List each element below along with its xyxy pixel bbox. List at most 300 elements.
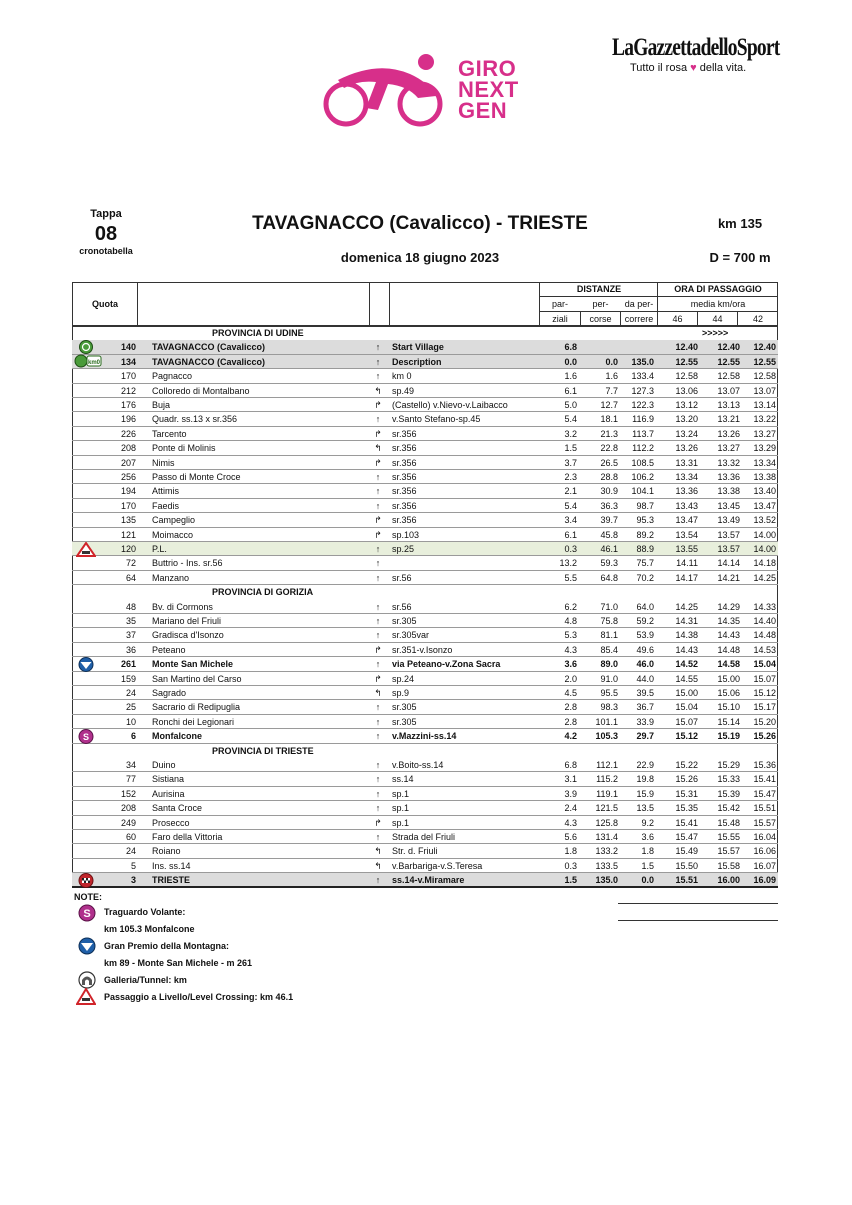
cell-partial-km: 3.2	[564, 428, 577, 439]
cell-quota: 121	[120, 529, 136, 540]
cell-quota: 6	[130, 731, 136, 742]
cell-time-46: 15.51	[675, 875, 698, 886]
table-row	[72, 355, 778, 369]
cell-location: Nimis	[152, 457, 175, 468]
cell-road: v.Boito-ss.14	[392, 760, 444, 770]
province-header	[72, 744, 778, 758]
table-row	[72, 542, 778, 556]
cell-road: sr.305	[392, 702, 417, 713]
stage-km: km 135	[717, 216, 763, 231]
table-row	[72, 657, 778, 671]
cell-time-44: 15.58	[717, 860, 740, 871]
cell-quota: 207	[120, 457, 136, 468]
gazzetta-tagline	[630, 62, 746, 74]
cell-time-46: 15.49	[675, 846, 698, 857]
cell-covered-km: 46.1	[600, 544, 618, 554]
cell-quota: 77	[125, 774, 136, 785]
cyclist-logo-icon	[318, 50, 458, 130]
cell-remaining-km: 112.2	[632, 443, 654, 454]
cell-road: v.Barbariga-v.S.Teresa	[392, 860, 483, 871]
cell-partial-km: 4.8	[564, 616, 577, 626]
table-row	[72, 484, 778, 498]
cell-time-46: 13.12	[675, 400, 698, 410]
cell-location: San Martino del Carso	[152, 673, 242, 684]
col-divider	[369, 282, 370, 326]
cell-quota: 10	[125, 716, 136, 727]
cell-time-44: 13.57	[717, 544, 740, 554]
cell-road: sr.356	[392, 457, 417, 468]
cell-covered-km: 98.3	[600, 702, 618, 713]
col-divider	[389, 282, 390, 326]
cell-direction: ↑	[375, 659, 381, 670]
cell-time-46: 15.26	[675, 774, 698, 785]
cell-remaining-km: 108.5	[631, 457, 654, 468]
province-header	[72, 326, 778, 340]
cell-location: Ins. ss.14	[152, 860, 191, 871]
cell-road: sp.1	[392, 803, 410, 814]
cell-time-44: 15.57	[717, 846, 740, 857]
cell-partial-km: 3.9	[564, 788, 577, 799]
cell-direction: ↑	[375, 788, 381, 799]
cell-time-46: 13.20	[675, 414, 698, 425]
cell-time-46: 13.43	[675, 500, 698, 511]
cell-direction: ↱	[374, 644, 382, 655]
cell-time-44: 14.43	[717, 630, 740, 641]
cell-time-42: 13.34	[753, 457, 776, 468]
cell-covered-km: 89.0	[600, 659, 618, 670]
cell-time-44: 15.29	[717, 760, 740, 770]
cell-time-42: 15.57	[753, 817, 776, 828]
cell-quota: 64	[125, 572, 136, 583]
cell-time-46: 13.54	[675, 529, 698, 540]
cell-location: Sacrario di Redipuglia	[152, 702, 241, 713]
header-distanze: DISTANZE	[576, 284, 622, 294]
cell-time-42: 15.04	[753, 659, 776, 670]
cell-time-42: 13.38	[753, 472, 776, 482]
cell-quota: 34	[125, 760, 136, 770]
cell-direction: ↱	[374, 400, 382, 410]
table-row	[72, 384, 778, 398]
cell-road: Strada del Friuli	[392, 832, 456, 842]
cell-partial-km: 0.3	[564, 860, 577, 871]
cell-location: Duino	[152, 760, 176, 770]
cell-covered-km: 39.7	[600, 515, 618, 526]
cell-covered-km: 26.5	[600, 457, 618, 468]
cell-time-46: 12.58	[675, 371, 698, 382]
cell-quota: 212	[120, 385, 136, 396]
cell-direction: ↑	[375, 486, 381, 497]
logo-wordmark	[458, 58, 519, 121]
level-crossing-icon	[76, 988, 96, 1005]
cell-time-44: 15.48	[717, 817, 740, 828]
header-par-2: ziali	[552, 314, 568, 324]
cell-time-46: 15.22	[675, 760, 698, 770]
cell-covered-km: 133.5	[595, 860, 618, 871]
cell-quota: 24	[125, 846, 136, 857]
table-row	[72, 412, 778, 426]
table-row	[72, 340, 778, 354]
cell-time-42: 13.52	[753, 515, 776, 526]
cell-time-42: 13.40	[753, 486, 776, 497]
cell-quota: 226	[120, 428, 136, 439]
cell-covered-km: 121.5	[595, 803, 618, 814]
table-row	[72, 715, 778, 729]
cell-location: TAVAGNACCO (Cavalicco)	[152, 342, 266, 353]
cell-quota: 170	[120, 500, 136, 511]
header-rule	[539, 311, 778, 312]
cell-remaining-km: 133.4	[631, 371, 654, 382]
cell-time-42: 13.29	[753, 443, 776, 454]
cell-remaining-km: 29.7	[636, 731, 654, 742]
cell-remaining-km: 44.0	[636, 673, 654, 684]
cell-location: Gradisca d'Isonzo	[152, 630, 224, 641]
note-tunnel-label: Galleria/Tunnel: km	[104, 975, 187, 985]
cell-time-46: 13.36	[675, 486, 698, 497]
cell-remaining-km: 104.1	[631, 486, 654, 497]
note-gpm-label: Gran Premio della Montagna:	[104, 941, 230, 951]
cell-covered-km: 59.3	[600, 558, 618, 569]
cell-time-46: 13.34	[675, 472, 698, 482]
cell-time-42: 15.41	[753, 774, 776, 785]
cell-quota: 159	[120, 673, 136, 684]
cell-location: Faro della Vittoria	[152, 832, 223, 842]
table-row	[72, 643, 778, 657]
cell-remaining-km: 22.9	[636, 760, 654, 770]
cell-direction: ↱	[374, 515, 382, 526]
cell-partial-km: 3.4	[564, 515, 577, 526]
cell-road: v.Santo Stefano-sp.45	[392, 414, 481, 425]
cell-quota: 48	[125, 601, 136, 612]
cell-road: sr.356	[392, 443, 417, 454]
cell-road: sr.56	[392, 572, 412, 583]
cell-time-46: 15.04	[675, 702, 698, 713]
cell-location: Mariano del Friuli	[152, 616, 222, 626]
cell-road: sp.49	[392, 385, 415, 396]
cell-partial-km: 1.5	[564, 443, 577, 454]
cell-remaining-km: 39.5	[636, 688, 654, 698]
cell-partial-km: 4.5	[564, 688, 577, 698]
tagline-b: della vita.	[699, 62, 747, 74]
col-divider	[137, 282, 138, 326]
cell-road: sp.24	[392, 673, 415, 684]
cell-quota: 3	[130, 875, 136, 886]
cell-direction: ↑	[375, 875, 381, 886]
cell-time-46: 15.47	[675, 832, 698, 842]
cell-partial-km: 4.3	[564, 817, 577, 828]
cell-direction: ↱	[374, 428, 382, 439]
cell-time-44: 13.38	[717, 486, 740, 497]
cell-time-44: 13.21	[717, 414, 740, 425]
cell-partial-km: 5.5	[564, 572, 577, 583]
header-rule	[539, 296, 778, 297]
cell-time-46: 13.55	[675, 544, 698, 554]
cell-time-46: 15.41	[675, 817, 698, 828]
cell-direction: ↑	[375, 500, 381, 511]
cell-road: km 0	[392, 371, 412, 382]
cell-road: via Peteano-v.Zona Sacra	[392, 659, 501, 670]
cell-road: ss.14-v.Miramare	[392, 875, 465, 886]
tappa-label: Tappa	[90, 208, 122, 220]
cell-time-46: 14.31	[675, 616, 698, 626]
cell-remaining-km: 127.3	[631, 385, 654, 396]
cell-partial-km: 0.0	[564, 356, 577, 367]
cell-direction: ↑	[375, 702, 381, 713]
cell-partial-km: 4.3	[564, 644, 577, 655]
cell-time-44: 15.14	[717, 716, 740, 727]
header-per-2: corse	[589, 314, 612, 324]
cell-location: Prosecco	[152, 817, 190, 828]
cell-road: Str. d. Friuli	[392, 846, 438, 857]
cell-covered-km: 7.7	[605, 385, 618, 396]
cell-time-42: 13.07	[753, 385, 776, 396]
table-row	[72, 830, 778, 844]
note-sprint-label: Traguardo Volante:	[104, 907, 186, 917]
cell-location: Manzano	[152, 572, 190, 583]
mountain-gpm-icon	[77, 937, 97, 955]
cell-covered-km: 18.1	[600, 414, 618, 425]
cell-road: ss.14	[392, 774, 414, 785]
cell-location: Sistiana	[152, 774, 185, 785]
cell-time-42: 16.09	[753, 875, 776, 886]
cell-remaining-km: 13.5	[636, 803, 654, 814]
cell-direction: ↑	[375, 774, 381, 785]
cell-covered-km: 45.8	[600, 529, 618, 540]
table-row	[72, 456, 778, 470]
svg-text:S: S	[83, 908, 91, 920]
cell-time-46: 14.38	[675, 630, 698, 641]
cell-location: Attimis	[152, 486, 179, 497]
cell-location: Monte San Michele	[152, 659, 234, 670]
tappa-subtitle: cronotabella	[79, 246, 133, 256]
cell-location: Santa Croce	[152, 803, 203, 814]
cell-direction: ↑	[375, 472, 381, 482]
cell-road: sr.56	[392, 601, 412, 612]
finish-icon	[76, 873, 96, 893]
cell-time-44: 12.40	[717, 342, 740, 353]
cell-time-44: 13.49	[717, 515, 740, 526]
cell-remaining-km: 19.8	[636, 774, 654, 785]
cell-road: sr.356	[392, 428, 417, 439]
cell-partial-km: 6.1	[564, 529, 577, 540]
table-row	[72, 729, 778, 743]
cell-quota: 36	[125, 644, 136, 655]
cell-quota: 134	[120, 356, 136, 367]
cell-time-46: 15.50	[675, 860, 698, 871]
cell-road: sp.103	[392, 529, 420, 540]
cell-time-44: 13.45	[717, 500, 740, 511]
table-row	[72, 801, 778, 815]
cell-partial-km: 1.5	[564, 875, 577, 886]
table-row	[72, 556, 778, 570]
cell-time-46: 15.00	[675, 688, 698, 698]
cell-quota: 208	[120, 803, 136, 814]
cell-remaining-km: 70.2	[636, 572, 654, 583]
cell-covered-km: 125.8	[595, 817, 618, 828]
cell-direction: ↑	[375, 731, 381, 742]
cell-partial-km: 1.6	[564, 371, 577, 382]
cell-time-46: 13.24	[675, 428, 698, 439]
cell-remaining-km: 89.2	[636, 529, 654, 540]
cell-time-46: 14.52	[675, 659, 698, 670]
header-da-2: correre	[624, 314, 654, 324]
cell-direction: ↑	[375, 342, 381, 353]
cell-time-46: 13.47	[675, 515, 698, 526]
cell-partial-km: 5.0	[564, 400, 577, 410]
cell-direction: ↑	[375, 572, 381, 583]
cell-time-42: 16.04	[753, 832, 776, 842]
table-row	[72, 571, 778, 585]
cell-time-44: 14.29	[717, 601, 740, 612]
cell-remaining-km: 53.9	[636, 630, 654, 641]
cell-remaining-km: 98.7	[636, 500, 654, 511]
cell-direction: ↑	[375, 760, 381, 770]
cell-location: TAVAGNACCO (Cavalicco)	[152, 356, 266, 367]
cell-time-42: 13.47	[753, 500, 776, 511]
tappa-number: 08	[94, 223, 118, 245]
cell-remaining-km: 75.7	[636, 558, 654, 569]
province-name: PROVINCIA DI GORIZIA	[212, 587, 314, 598]
cell-remaining-km: 95.3	[636, 515, 654, 526]
cell-time-42: 13.27	[753, 428, 776, 439]
header-quota: Quota	[92, 299, 118, 309]
cell-time-46: 15.35	[675, 803, 698, 814]
cell-time-44: 13.57	[717, 529, 740, 540]
cell-time-46: 14.55	[675, 673, 698, 684]
cell-time-46: 14.43	[675, 644, 698, 655]
cell-remaining-km: 106.2	[631, 472, 654, 482]
cell-quota: 194	[120, 486, 136, 497]
table-row	[72, 600, 778, 614]
cell-road: sp.25	[392, 544, 415, 554]
cell-covered-km: 91.0	[600, 673, 618, 684]
sprint-icon	[78, 904, 96, 922]
table-row	[72, 614, 778, 628]
cell-time-44: 14.35	[717, 616, 740, 626]
cell-partial-km: 5.3	[564, 630, 577, 641]
table-row	[72, 513, 778, 527]
header-ora: ORA DI PASSAGGIO	[674, 284, 762, 294]
cell-covered-km: 21.3	[600, 428, 618, 439]
stage-date: domenica 18 giugno 2023	[340, 250, 500, 265]
table-row	[72, 499, 778, 513]
cell-covered-km: 131.4	[595, 832, 618, 842]
cell-location: Ronchi dei Legionari	[152, 716, 235, 727]
svg-text:km0: km0	[87, 360, 101, 367]
cell-partial-km: 3.6	[564, 659, 577, 670]
cell-time-42: 15.26	[753, 731, 776, 742]
cell-time-44: 14.14	[717, 558, 740, 569]
cell-location: TRIESTE	[152, 875, 191, 886]
cell-time-42: 14.53	[753, 644, 776, 655]
header-speed-44: 44	[712, 314, 723, 324]
cell-quota: 37	[125, 630, 136, 641]
logo-line-giro: GIRO	[458, 56, 517, 81]
cell-covered-km: 1.6	[605, 371, 618, 382]
cell-time-44: 14.48	[717, 644, 740, 655]
cell-time-42: 15.47	[753, 788, 776, 799]
cell-time-46: 12.40	[675, 342, 698, 353]
cell-covered-km: 101.1	[595, 716, 618, 727]
province-name: PROVINCIA DI UDINE	[212, 328, 304, 338]
cell-time-42: 15.51	[753, 803, 776, 814]
gazzetta-title: LaGazzettadelloSport	[612, 34, 780, 61]
cell-time-42: 14.00	[753, 544, 776, 554]
logo-line-gen: GEN	[458, 98, 508, 123]
cell-remaining-km: 9.2	[641, 817, 654, 828]
cell-remaining-km: 1.8	[641, 846, 654, 857]
cell-covered-km: 12.7	[600, 400, 618, 410]
notes-header: NOTE:	[74, 892, 102, 902]
stage-title: TAVAGNACCO (Cavalicco) - TRIESTE	[252, 213, 588, 234]
cell-time-46: 14.25	[675, 601, 698, 612]
table-row	[72, 787, 778, 801]
cell-location: Ponte di Molinis	[152, 443, 216, 454]
note-crossing-label: Passaggio a Livello/Level Crossing: km 46.1	[104, 992, 294, 1002]
cell-time-46: 15.12	[675, 731, 698, 742]
cell-partial-km: 3.1	[564, 774, 577, 785]
cell-direction: ↑	[375, 371, 381, 382]
signature-line	[618, 903, 778, 904]
cell-remaining-km: 33.9	[636, 716, 654, 727]
cell-direction: ↑	[375, 630, 381, 641]
cell-road: sr.305	[392, 716, 417, 727]
cell-time-46: 13.31	[675, 457, 698, 468]
cell-remaining-km: 64.0	[636, 601, 654, 612]
signature-line	[618, 920, 778, 921]
cell-time-44: 13.27	[717, 443, 740, 454]
cell-quota: 120	[120, 544, 136, 554]
cell-road: sr.356	[392, 472, 417, 482]
cell-time-42: 16.06	[753, 846, 776, 857]
cell-direction: ↑	[375, 716, 381, 727]
table-row	[72, 686, 778, 700]
cell-remaining-km: 116.9	[632, 414, 654, 425]
cell-partial-km: 3.7	[564, 457, 577, 468]
cell-time-42: 14.40	[753, 616, 776, 626]
cell-quota: 35	[125, 616, 136, 626]
cell-time-42: 14.18	[753, 558, 776, 569]
cell-quota: 5	[130, 860, 136, 871]
cell-quota: 249	[120, 817, 136, 828]
cell-direction: ↱	[374, 457, 382, 468]
cell-road: sp.1	[392, 788, 410, 799]
cell-time-46: 14.11	[676, 558, 698, 569]
cell-time-44: 13.13	[717, 400, 740, 410]
table-row	[72, 700, 778, 714]
cell-partial-km: 4.2	[564, 731, 577, 742]
cell-direction: ↑	[375, 803, 381, 814]
cell-quota: 140	[120, 342, 136, 353]
cell-time-42: 15.20	[753, 716, 776, 727]
cell-time-44: 13.26	[717, 428, 740, 439]
cell-time-42: 14.00	[753, 529, 776, 540]
cell-partial-km: 2.8	[564, 716, 577, 727]
cell-time-42: 12.58	[753, 371, 776, 382]
cell-time-46: 13.26	[675, 443, 698, 454]
cell-quota: 72	[125, 558, 136, 569]
cell-partial-km: 2.1	[564, 486, 577, 497]
cell-location: Passo di Monte Croce	[152, 472, 241, 482]
table-row	[72, 859, 778, 873]
cell-location: Buja	[152, 400, 171, 410]
cell-time-42: 12.40	[753, 342, 776, 353]
cell-partial-km: 6.8	[564, 760, 577, 770]
cell-quota: 261	[120, 659, 136, 670]
logo-line-next: NEXT	[458, 77, 519, 102]
heart-icon: ♥	[690, 62, 697, 74]
cell-quota: 256	[120, 472, 136, 482]
cell-remaining-km: 122.3	[631, 400, 654, 410]
